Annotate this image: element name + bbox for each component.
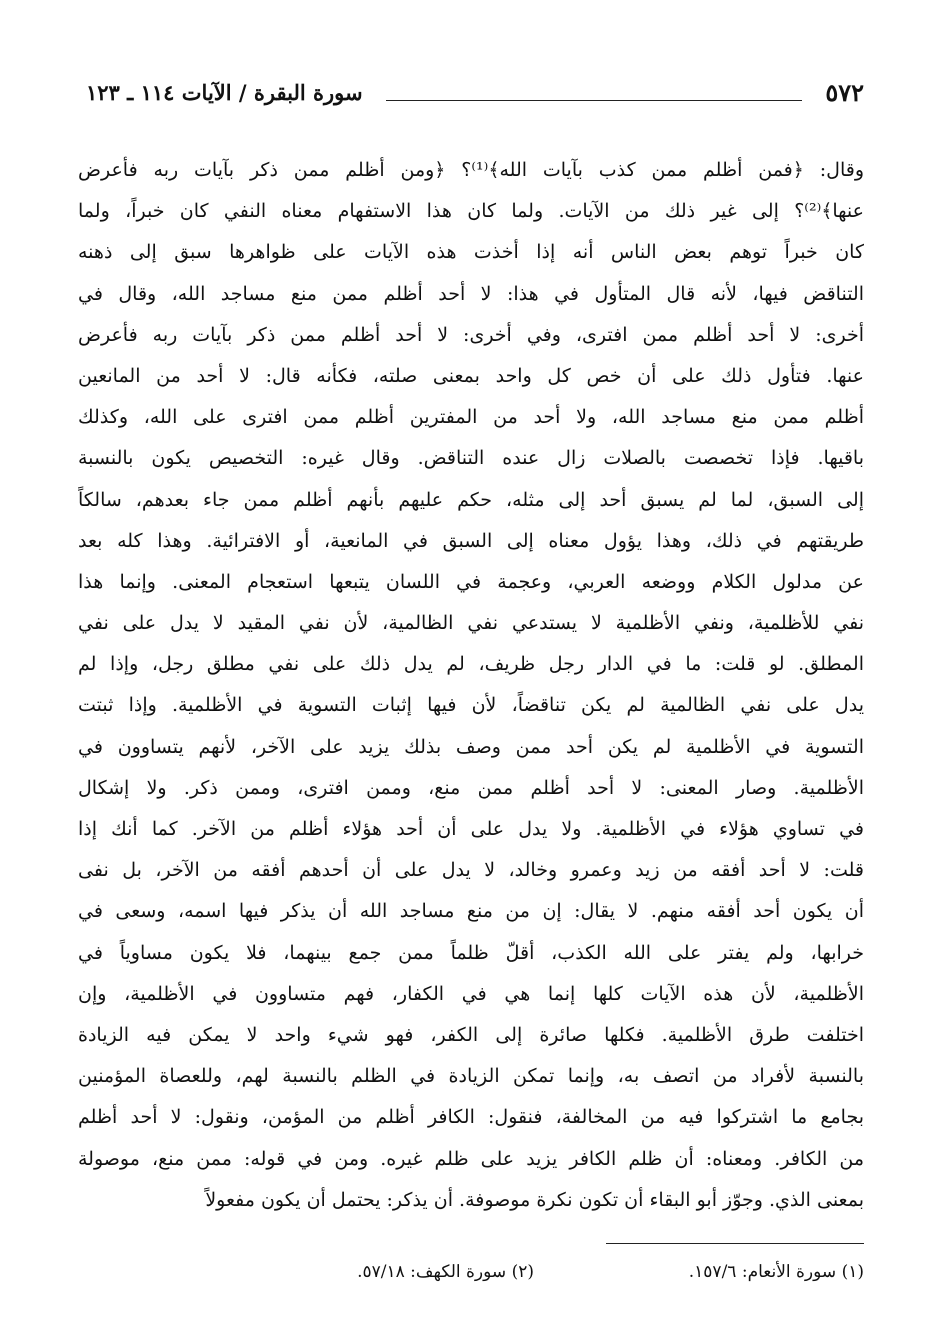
text-line: المطلق. لو قلت: ما في الدار رجل ظريف، لم يدل ذلك على نفي مطلق رجل، وإذا لم [78, 653, 864, 676]
text-line: عنها﴾⁽²⁾؟ إلى غير ذلك من الآيات. ولما كان هذا الاستفهام معناه النفي كان خبراً، ولما [78, 200, 864, 223]
text-line: الأظلمية. وصار المعنى: لا أحد أظلم ممن منع، وممن افترى، وممن ذكر. ولا إشكال [78, 776, 864, 799]
text-line: باقيها. فإذا تخصصت بالصلات زال عنده التناقض. وقال غيره: التخصيص يكون بالنسبة [78, 447, 864, 470]
text-line: طريقتهم في ذلك، وهذا يؤول معناه إلى السبق في المانعية، أو الافترائية. وهذا كله بعد [78, 529, 864, 552]
text-line: أن يكون أحد أفقه منهم. لا يقال: إن من منع مساجد الله أن يذكر فيها اسمه، وسعى في [78, 900, 864, 923]
header-rule [386, 100, 802, 101]
text-line: التسوية في الأظلمية لم يكن أحد ممن وصف بذلك يزيد على الآخر، لأنهم يتساوون في [78, 735, 864, 758]
footnote-rule [606, 1243, 864, 1244]
text-line: بمعنى الذي. وجوّز أبو البقاء أن تكون نكرة موصوفة. أن يذكر: يحتمل أن يكون مفعولاً [205, 1188, 864, 1211]
text-line: أخرى: لا أحد أظلم ممن افترى، وفي أخرى: لا أحد أظلم ممن ذكر بآيات ربه فأعرض [78, 323, 864, 346]
footnote-2: (٢) سورة الكهف: ٥٧/١٨. [357, 1262, 534, 1282]
text-line: نفي للأظلمية، ونفي الأظلمية لا يستدعي نفي الظالمية، لأن نفي المقيد لا يدل على نفي [78, 612, 864, 635]
text-line: أظلم ممن منع مساجد الله، ولا أحد من المفترين أظلم ممن افترى على الله، وكذلك [78, 406, 864, 429]
running-title: سورة البقرة / الآيات ١١٤ ـ ١٢٣ [86, 80, 363, 105]
page-number: ٥٧٢ [825, 78, 864, 107]
text-line: اختلفت طرق الأظلمية. فكلها صائرة إلى الكفر، فهو شيء واحد لا يمكن فيه الزيادة [78, 1023, 864, 1046]
text-line: بجامع ما اشتركوا فيه من المخالفة، فنقول: الكافر أظلم من المؤمن، ونقول: لا أحد أظلم [78, 1106, 864, 1129]
footnotes [74, 1254, 864, 1294]
page-header [86, 78, 864, 112]
text-line: يدل على نفي الظالمية لم يكن تناقضاً، لأن فيها إثبات التسوية في الأظلمية. وإذا ثبتت [78, 694, 864, 717]
text-line: كان خبراً توهم بعض الناس أنه إذا أخذت هذه الآيات على ظواهرها سبق إلى ذهنه [78, 241, 864, 264]
text-line: التناقض فيها، لأنه قال المتأول في هذا: لا أحد أظلم ممن منع مساجد الله، وقال في [78, 282, 864, 305]
footnote-1: (١) سورة الأنعام: ١٥٧/٦. [688, 1262, 864, 1282]
text-line: بالنسبة لأفراد من اتصف به، وإنما تمكن الزيادة في الظلم بالنسبة لهم، وللعصاة المؤمنين [78, 1065, 864, 1088]
text-line: خرابها، ولم يفتر على الله الكذب، أقلّ ظلماً ممن جمع بينهما، فلا يكون مساوياً في [78, 941, 864, 964]
body-text [78, 150, 864, 1221]
text-line: عنها. فتأول ذلك على أن خص كل واحد بمعنى صلته، فكأنه قال: لا أحد من المانعين [78, 364, 864, 387]
text-line: الأظلمية، لأن هذه الآيات كلها إنما هي في الكفار، فهم متساوون في الأظلمية، وإن [78, 982, 864, 1005]
text-line: من الكافر. ومعناه: أن ظلم الكافر يزيد على ظلم غيره. ومن في قوله: ممن منع، موصولة [78, 1147, 864, 1170]
text-line: في تساوي هؤلاء في الأظلمية. ولا يدل على أن أحد هؤلاء أظلم من الآخر. كما أنك إذا [78, 818, 864, 840]
text-line: وقال: ﴿فمن أظلم ممن كذب بآيات الله﴾⁽¹⁾؟ ﴿ومن أظلم ممن ذكر بآيات ربه فأعرض [78, 159, 864, 181]
text-line: عن مدلول الكلام ووضعه العربي، وعجمة في اللسان يتبعها استعجام المعنى. وإنما هذا [78, 570, 864, 593]
text-line: قلت: لا أحد أفقه من زيد وعمرو وخالد، لا يدل على أن أحدهم أفقه من الآخر، بل نفى [78, 859, 864, 882]
text-line: إلى السبق، لما لم يسبق أحد إلى مثله، حكم عليهم بأنهم أظلم ممن جاء بعدهم، سالكاً [78, 488, 864, 511]
